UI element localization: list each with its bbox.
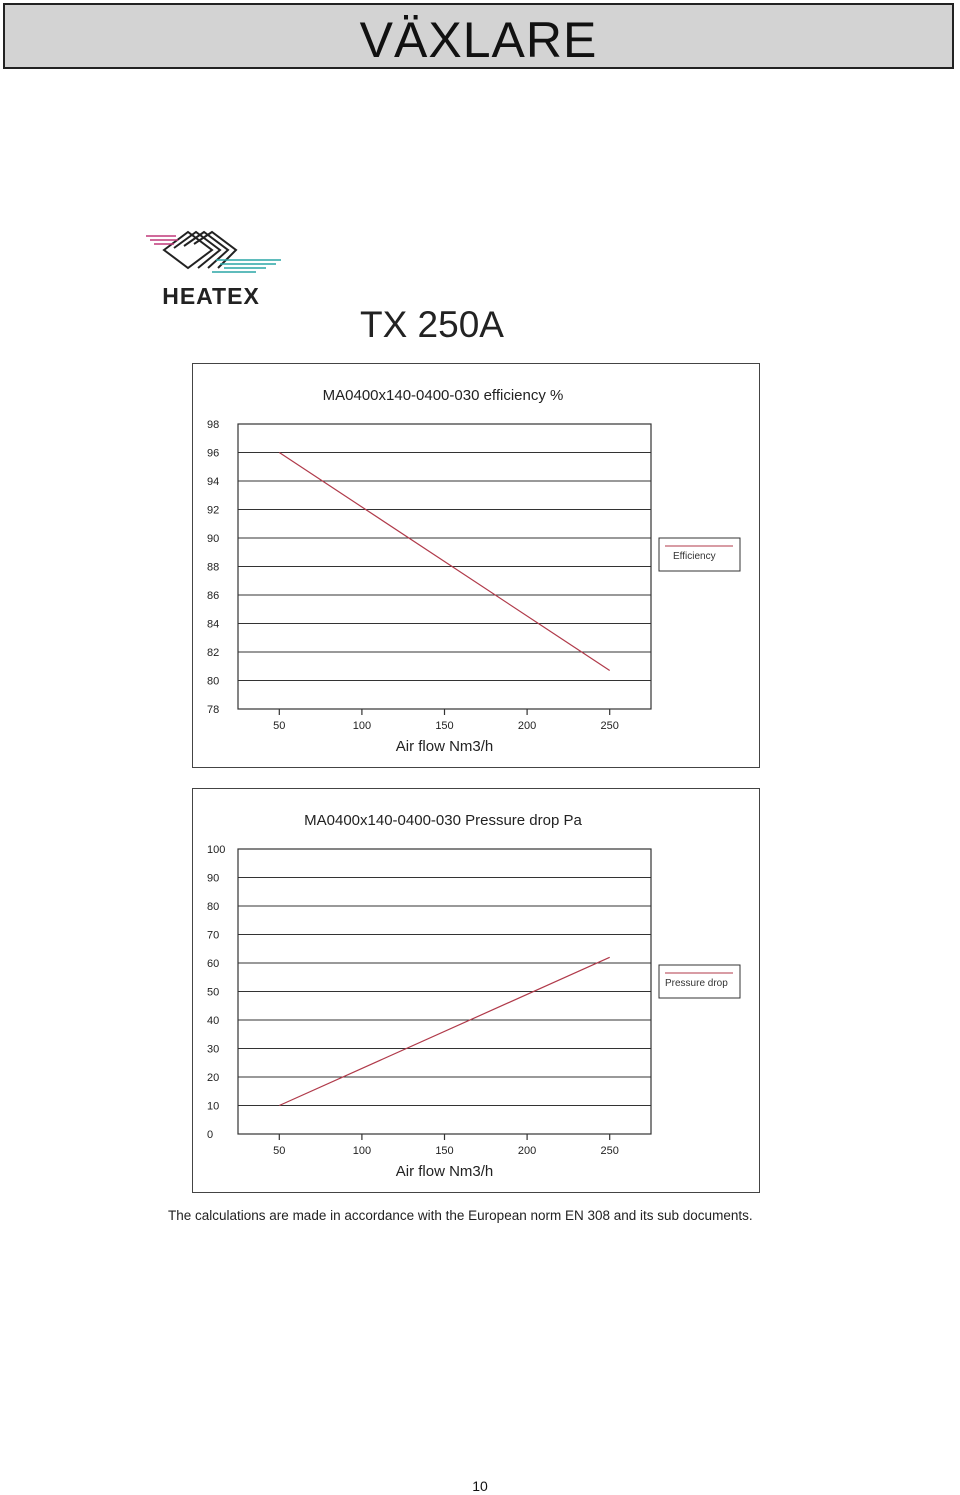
legend-label: Efficiency bbox=[673, 551, 716, 562]
y-tick-label: 0 bbox=[207, 1129, 214, 1141]
series-line bbox=[279, 453, 609, 671]
y-tick-label: 96 bbox=[207, 447, 220, 460]
x-tick-label: 100 bbox=[352, 720, 372, 732]
y-tick-label: 50 bbox=[207, 986, 220, 999]
y-tick-label: 60 bbox=[207, 958, 220, 970]
page-number: 10 bbox=[472, 1478, 488, 1494]
pressure-drop-chart bbox=[193, 789, 761, 1194]
x-axis-label: Air flow Nm3/h bbox=[395, 738, 494, 755]
chart-title: MA0400x140-0400-030 efficiency % bbox=[322, 387, 564, 404]
heatex-logo-mark bbox=[136, 228, 286, 288]
y-tick-label: 10 bbox=[207, 1100, 220, 1113]
y-tick-label: 98 bbox=[207, 419, 220, 431]
x-tick-label: 250 bbox=[600, 1145, 619, 1157]
y-tick-label: 78 bbox=[207, 704, 220, 716]
y-tick-label: 100 bbox=[207, 844, 226, 856]
x-tick-label: 50 bbox=[273, 720, 286, 732]
efficiency-chart-panel bbox=[192, 363, 760, 768]
y-tick-label: 82 bbox=[207, 647, 220, 659]
x-axis-label: Air flow Nm3/h bbox=[395, 1163, 494, 1180]
x-tick-label: 200 bbox=[517, 1145, 537, 1157]
x-tick-label: 100 bbox=[352, 1145, 372, 1157]
y-tick-label: 94 bbox=[207, 476, 220, 488]
y-tick-label: 92 bbox=[207, 504, 220, 517]
x-tick-label: 50 bbox=[273, 1145, 286, 1157]
y-tick-label: 90 bbox=[207, 533, 220, 545]
y-tick-label: 20 bbox=[207, 1072, 220, 1084]
y-tick-label: 84 bbox=[207, 618, 220, 631]
page-title: VÄXLARE bbox=[359, 12, 598, 68]
x-tick-label: 200 bbox=[517, 720, 537, 732]
y-tick-label: 40 bbox=[207, 1015, 220, 1027]
legend-label: Pressure drop bbox=[665, 978, 728, 989]
footnote: The calculations are made in accordance with the European norm EN 308 and its sub documents. bbox=[168, 1208, 753, 1223]
y-tick-label: 88 bbox=[207, 561, 220, 574]
pressure-drop-chart-panel bbox=[192, 788, 760, 1193]
efficiency-chart bbox=[193, 364, 761, 769]
series-line bbox=[279, 957, 609, 1105]
chart-title: MA0400x140-0400-030 Pressure drop Pa bbox=[304, 812, 582, 829]
y-tick-label: 30 bbox=[207, 1043, 220, 1056]
model-title: TX 250A bbox=[360, 304, 504, 345]
header-bar bbox=[3, 3, 954, 69]
y-tick-label: 86 bbox=[207, 590, 220, 602]
x-tick-label: 150 bbox=[435, 720, 454, 732]
y-tick-label: 80 bbox=[207, 675, 220, 688]
x-tick-label: 250 bbox=[600, 720, 619, 732]
heatex-logo bbox=[136, 228, 286, 310]
logo-wordmark: HEATEX bbox=[162, 283, 260, 309]
y-tick-label: 80 bbox=[207, 901, 220, 913]
y-tick-label: 70 bbox=[207, 929, 220, 942]
x-tick-label: 150 bbox=[435, 1145, 454, 1157]
y-tick-label: 90 bbox=[207, 872, 220, 885]
